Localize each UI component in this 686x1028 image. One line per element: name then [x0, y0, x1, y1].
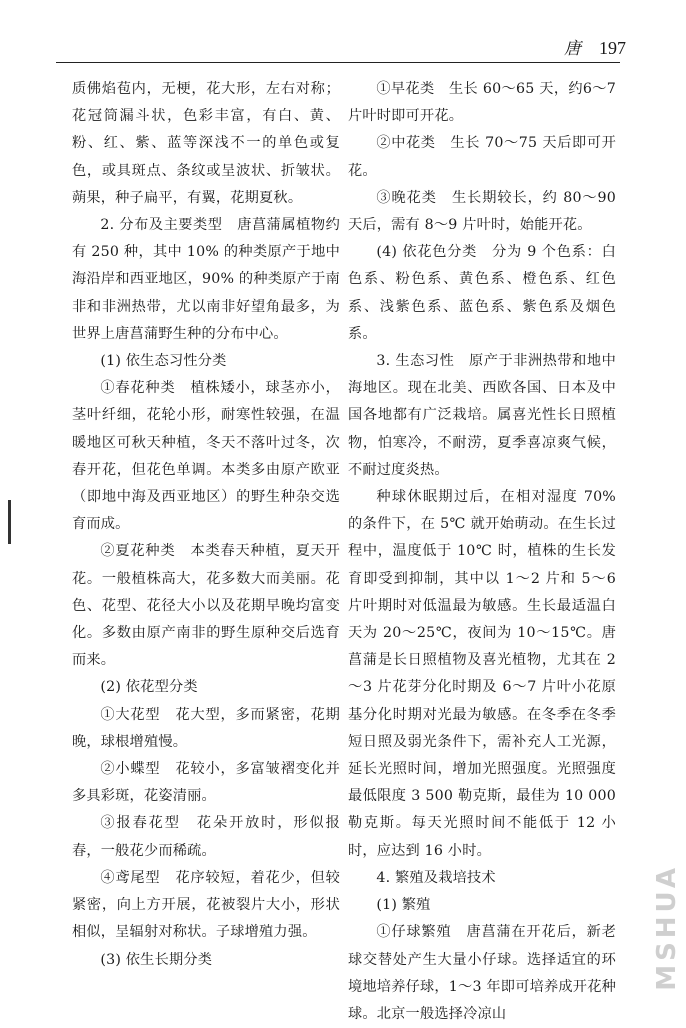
- watermark: MSHUA: [652, 864, 682, 991]
- paragraph: 3. 生态习性 原产于非洲热带和地中海地区。现在北美、西欧各国、日本及中国各地都有广泛栽培。属喜光性长日照植物，怕寒冷，不耐涝，夏季喜凉爽气候，不耐过度炎热。: [348, 353, 616, 478]
- page-header: [564, 34, 626, 59]
- page-number: 197: [599, 38, 626, 58]
- paragraph: 2. 分布及主要类型 唐菖蒲属植物约有 250 种，其中 10% 的种类原产于地中海沿岸和西亚地区，90% 的种类原产于南非和非洲热带，尤以南非好望角最多，为世界上唐菖蒲野生种的分布中心。: [72, 217, 340, 342]
- paragraph: 质佛焰苞内，无梗，花大形，左右对称；花冠筒漏斗状，色彩丰富，有白、黄、粉、红、紫、蓝等深浅不一的单色或复色，或具斑点、条纹或呈波状、折皱状。蒴果，种子扁平，有翼，花期夏秋。: [72, 81, 340, 206]
- right-column: [348, 76, 616, 1028]
- paragraph: ①大花型 花大型，多而紧密，花期晚，球根增殖慢。: [72, 706, 340, 750]
- paragraph: (4) 依花色分类 分为 9 个色系：白色系、粉色系、黄色系、橙色系、红色系、浅紫色系、蓝色系、紫色系及烟色系。: [348, 244, 616, 342]
- section-heading: 4. 繁殖及栽培技术: [376, 869, 496, 886]
- paragraph: 种球休眠期过后，在相对湿度 70% 的条件下，在 5℃ 就开始萌动。在生长过程中，温度低于 10℃ 时，植株的生长发育即受到抑制，其中以 1～2 片和 5～6 片叶期时对低温最为敏感。生长最适温白天为 20～25℃，夜间为 10～15℃。唐菖蒲是长日照植物及喜光植物，尤其在 2～3 片花芽分化时期及 6～7 片叶小花原基分化时期对光最为敏感。在冬季在冬季短日照及弱光条件下，需补充人工光源，延长光照时间，增加光照强度。光照强度最低限度 3 500 勒克斯，最佳为 10 000勒克斯。每天光照时间不能低于 12 小时，应达到 16 小时。: [348, 489, 616, 859]
- margin-mark: [8, 500, 11, 544]
- section-heading: (1) 繁殖: [376, 897, 431, 914]
- paragraph: ②中花类 生长 70～75 天后即可开花。: [348, 135, 616, 179]
- section-heading: (1) 依生态习性分类: [100, 353, 227, 370]
- section-heading: (3) 依生长期分类: [100, 951, 213, 968]
- paragraph: ②夏花种类 本类春天种植，夏天开花。一般植株高大，花多数大而美丽。花色、花型、花径大小以及花期早晚均富变化。多数由原产南非的野生原种交后选育而来。: [72, 543, 340, 669]
- section-heading: (2) 依花型分类: [100, 679, 198, 696]
- paragraph: ④鸢尾型 花序较短，着花少，但较紧密，向上方开展，花被裂片大小，形状相似，呈辐射对称状。子球增殖力强。: [72, 869, 340, 941]
- paragraph: ①早花类 生长 60～65 天，约6～7 片叶时即可开花。: [348, 81, 616, 125]
- paragraph: ③晚花类 生长期较长，约 80～90 天后，需有 8～9 片叶时，始能开花。: [348, 189, 616, 234]
- paragraph: ①春花种类 植株矮小，球茎亦小，茎叶纤细，花轮小形，耐寒性较强，在温暖地区可秋天种植，冬天不落叶过冬，次春开花，但花色单调。本类多由原产欧亚（即地中海及西亚地区）的野生种杂交选育而成。: [72, 380, 340, 533]
- paragraph: ③报春花型 花朵开放时，形似报春，一般花少而稀疏。: [72, 815, 340, 859]
- running-title: 唐: [564, 39, 581, 59]
- header-rule: [56, 62, 620, 63]
- paragraph: ①仔球繁殖 唐菖蒲在开花后，新老球交替处产生大量小仔球。选择适宜的环境地培养仔球，1～3 年即可培养成开花种球。北京一般选择冷凉山: [348, 924, 616, 1022]
- paragraph: ②小蝶型 花较小，多富皱褶变化并多具彩斑，花姿清丽。: [72, 761, 340, 805]
- left-column: [72, 76, 340, 974]
